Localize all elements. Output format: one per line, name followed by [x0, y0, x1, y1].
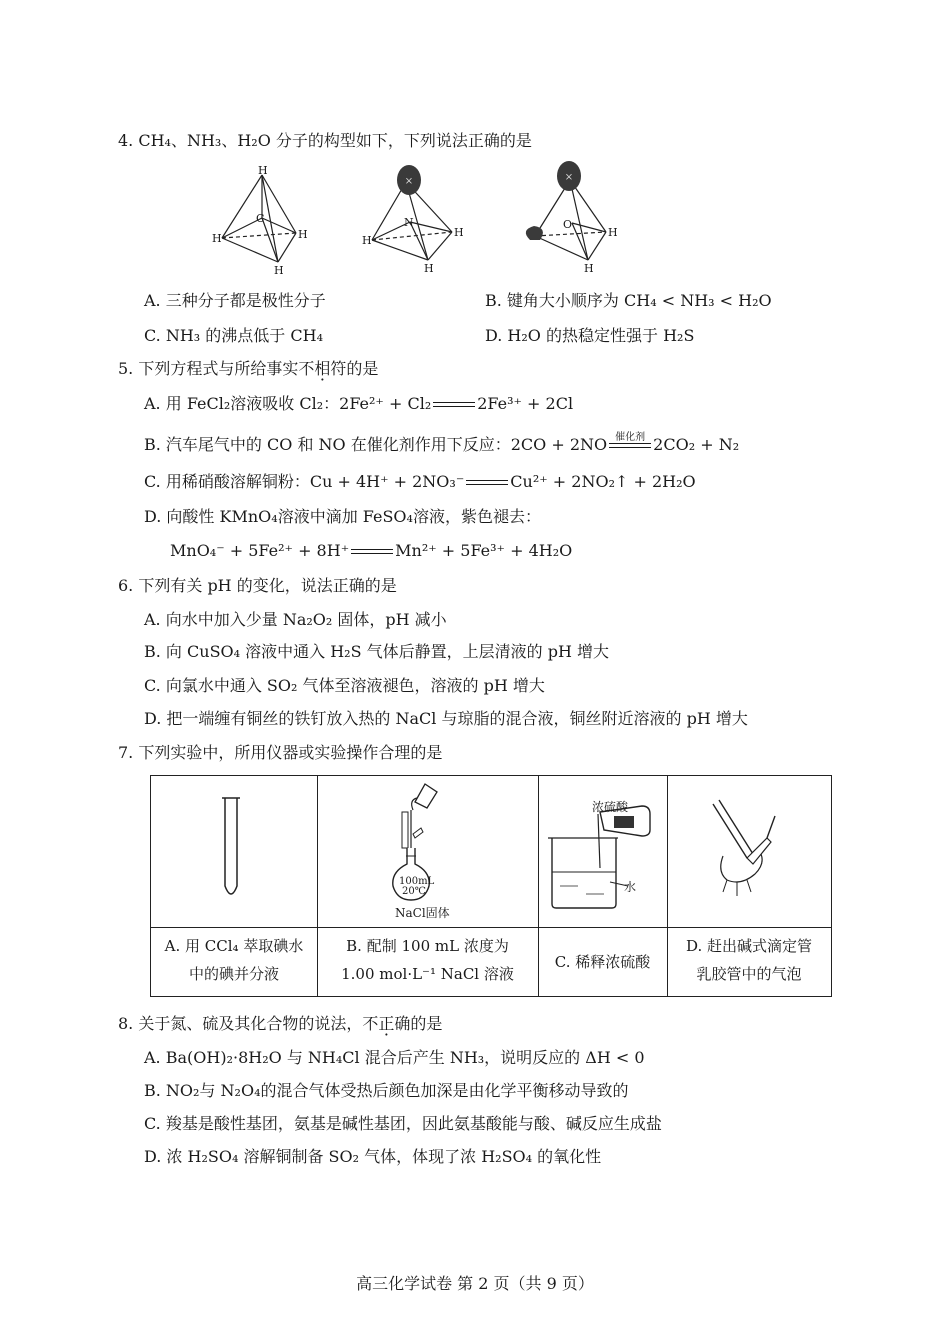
test-tube-image: [151, 776, 317, 926]
burette-hand-image: [667, 776, 831, 926]
q6-option-c: C. 向氯水中通入 SO₂ 气体至溶液褪色，溶液的 pH 增大: [144, 676, 545, 695]
page-footer: 高三化学试卷 第 2 页（共 9 页）: [356, 1274, 594, 1293]
q5-option-c: C. 用稀硝酸溶解铜粉：Cu + 4H⁺ + 2NO₃⁻ Cu²⁺ + 2NO₂↑ + 2H₂O: [144, 472, 696, 491]
q4-stem: 4. CH₄、NH₃、H₂O 分子的构型如下，下列说法正确的是: [118, 131, 532, 150]
q6-option-d: D. 把一端缠有铜丝的铁钉放入热的 NaCl 与琼脂的混合液，铜丝附近溶液的 pH 增大: [144, 709, 748, 728]
svg-text:H: H: [258, 164, 268, 177]
flask-solid-label: NaCl固体: [395, 906, 450, 920]
svg-text:×: ×: [564, 172, 574, 183]
q7-stem: 7. 下列实验中，所用仪器或实验操作合理的是: [118, 743, 443, 762]
q4-option-c: C. NH₃ 的沸点低于 CH₄: [144, 326, 323, 345]
q6-option-a: A. 向水中加入少量 Na₂O₂ 固体，pH 减小: [144, 610, 447, 629]
q7-table: [150, 775, 832, 997]
equals-arrow: [433, 400, 475, 410]
flask-temp-label: 20℃: [402, 886, 426, 897]
svg-text:C: C: [256, 212, 265, 225]
q4-option-b: B. 键角大小顺序为 CH₄ < NH₃ < H₂O: [485, 291, 772, 310]
catalyst-arrow: 催化剂: [609, 441, 651, 451]
q4-option-d: D. H₂O 的热稳定性强于 H₂S: [485, 326, 695, 345]
svg-text:×: ×: [404, 176, 414, 187]
svg-text:H: H: [608, 226, 618, 239]
q5-option-d-line1: D. 向酸性 KMnO₄溶液中滴加 FeSO₄溶液，紫色褪去：: [144, 507, 541, 526]
q8-stem: 8. 关于氮、硫及其化合物的说法，不正确的是: [118, 1014, 443, 1033]
q6-stem: 6. 下列有关 pH 的变化，说法正确的是: [118, 576, 397, 595]
svg-text:O: O: [563, 218, 573, 231]
svg-text:N: N: [404, 216, 414, 229]
q8-option-d: D. 浓 H₂SO₄ 溶解铜制备 SO₂ 气体，体现了浓 H₂SO₄ 的氧化性: [144, 1147, 602, 1166]
option-d-caption: D. 赶出碱式滴定管 乳胶管中的气泡: [685, 937, 813, 983]
q8-emphasis: 不正确: [362, 1014, 411, 1033]
option-b-caption: B. 配制 100 mL 浓度为 1.00 mol·L⁻¹ NaCl 溶液: [341, 937, 514, 983]
q5-stem: 5. 下列方程式与所给事实不相符的是: [118, 359, 379, 378]
q8-option-b: B. NO₂与 N₂O₄的混合气体受热后颜色加深是由化学平衡移动导致的: [144, 1081, 629, 1100]
q5-option-d-equation: MnO₄⁻ + 5Fe²⁺ + 8H⁺ Mn²⁺ + 5Fe³⁺ + 4H₂O: [170, 541, 573, 560]
option-c-caption: C. 稀释浓硫酸: [554, 953, 651, 971]
h2o-lone-pair-side: [526, 226, 543, 240]
flask-volume-label: 100mL: [399, 876, 435, 887]
molecule-diagrams: [0, 160, 950, 300]
q6-option-b: B. 向 CuSO₄ 溶液中通入 H₂S 气体后静置，上层清液的 pH 增大: [144, 642, 610, 661]
svg-text:H: H: [424, 262, 434, 275]
q8-option-a: A. Ba(OH)₂·8H₂O 与 NH₄Cl 混合后产生 NH₃，说明反应的 ΔH < 0: [144, 1048, 645, 1067]
svg-text:H: H: [298, 228, 308, 241]
svg-text:H: H: [584, 262, 594, 275]
option-a-caption: A. 用 CCl₄ 萃取碘水 中的碘并分液: [164, 937, 304, 983]
svg-text:H: H: [454, 226, 464, 239]
svg-text:H: H: [212, 232, 222, 245]
svg-text:H: H: [362, 234, 372, 247]
q8-option-c: C. 羧基是酸性基团，氨基是碱性基团，因此氨基酸能与酸、碱反应生成盐: [144, 1114, 662, 1133]
acid-label: 浓硫酸: [592, 800, 629, 814]
q4-option-a: A. 三种分子都是极性分子: [144, 291, 326, 310]
svg-text:H: H: [274, 264, 284, 277]
q5-emphasis: 不相符: [298, 359, 347, 378]
equals-arrow: [466, 478, 508, 488]
q5-option-a: A. 用 FeCl₂溶液吸收 Cl₂：2Fe²⁺ + Cl₂ 2Fe³⁺ + 2Cl: [144, 394, 574, 413]
q5-option-b: B. 汽车尾气中的 CO 和 NO 在催化剂作用下反应：2CO + 2NO 催化剂 2CO₂ + N₂: [144, 431, 740, 454]
equals-arrow: [351, 547, 393, 557]
water-label: 水: [624, 880, 637, 894]
